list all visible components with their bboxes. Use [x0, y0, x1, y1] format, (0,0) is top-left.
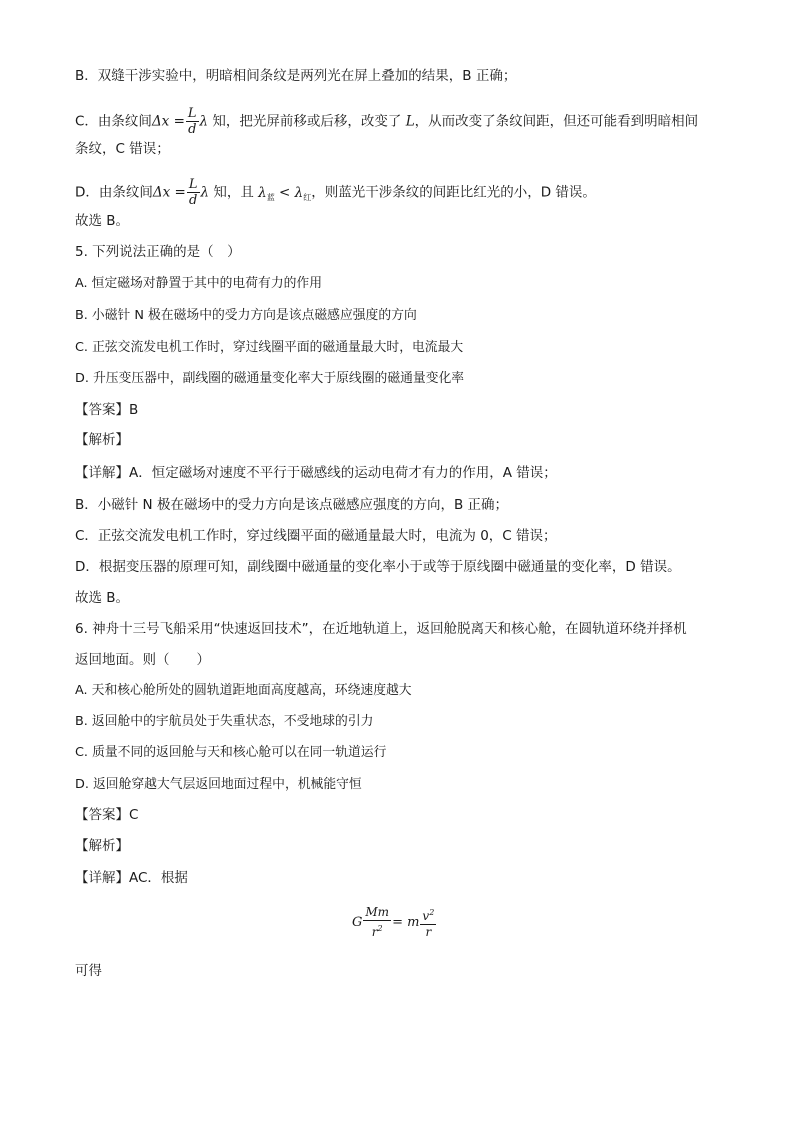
- lambda-symbol: λ: [199, 113, 209, 130]
- text-segment: D．由条纹间: [75, 184, 153, 201]
- question-5-option-c: C. 正弦交流发电机工作时，穿过线圈平面的磁通量最大时，电流最大: [75, 340, 464, 355]
- question-6-option-a: A. 天和核心舱所处的圆轨道距地面高度越高，环绕速度越大: [75, 683, 412, 698]
- question-6-answer: 【答案】C: [75, 807, 139, 823]
- question-5-option-d: D. 升压变压器中，副线圈的磁通量变化率大于原线圈的磁通量变化率: [75, 371, 465, 386]
- lambda-blue: [258, 185, 275, 201]
- subscript-red: 红: [303, 192, 312, 202]
- fraction-l-over-d: [186, 106, 199, 137]
- symbol-r: r: [371, 925, 378, 939]
- question-6-option-b: B. 返回舱中的宇航员处于失重状态，不受地球的引力: [75, 714, 374, 729]
- denominator: d: [188, 122, 197, 137]
- fraction-v2-over-r: [420, 905, 436, 940]
- numerator: [420, 905, 436, 925]
- lambda-red: [295, 185, 312, 201]
- subscript-blue: 蓝: [266, 192, 275, 202]
- text-line: 故选 B。: [75, 213, 130, 229]
- fraction-mm-over-r2: [363, 905, 391, 940]
- question-5-detail-d: D．根据变压器的原理可知，副线圈中磁通量的变化率小于或等于原线圈中磁通量的变化率，D 错误。: [75, 559, 681, 575]
- text-line-with-formula: [75, 177, 596, 208]
- less-than-sign: <: [279, 184, 291, 201]
- text-segment: ，从而改变了条纹间距，但还可能看到明暗相间: [414, 113, 699, 130]
- denominator: [363, 921, 391, 940]
- fraction-l-over-d: [187, 177, 200, 208]
- question-6-analysis-heading: 【解析】: [75, 838, 129, 854]
- lambda-symbol: λ: [294, 184, 304, 201]
- formula-delta-x: Δx =: [151, 113, 185, 130]
- numerator: L: [187, 106, 197, 121]
- question-5-detail-a: 【详解】A．恒定磁场对速度不平行于磁感线的运动电荷才有力的作用，A 错误；: [75, 465, 557, 481]
- text-segment: 知，且: [213, 184, 254, 201]
- symbol-g: G: [352, 915, 363, 930]
- variable-l: L: [405, 113, 415, 130]
- text-segment: ，则蓝光干涉条纹的间距比红光的小，D 错误。: [311, 184, 596, 201]
- question-5-option-a: A. 恒定磁场对静置于其中的电荷有力的作用: [75, 276, 323, 291]
- equals-m: = m: [392, 915, 420, 930]
- question-6-option-c: C. 质量不同的返回舱与天和核心舱可以在同一轨道运行: [75, 745, 387, 760]
- question-5-analysis-heading: 【解析】: [75, 432, 129, 448]
- exponent: 2: [429, 908, 435, 917]
- exponent: 2: [377, 924, 383, 933]
- text-line: B．双缝干涉实验中，明暗相间条纹是两列光在屏上叠加的结果，B 正确；: [75, 68, 517, 84]
- denominator: r: [425, 925, 432, 939]
- numerator: L: [188, 177, 198, 192]
- question-6-option-d: D. 返回舱穿越大气层返回地面过程中，机械能守恒: [75, 777, 362, 792]
- lambda-symbol: λ: [200, 184, 210, 201]
- symbol-v: v: [422, 909, 430, 923]
- question-5-answer: 【答案】B: [75, 402, 139, 418]
- text-segment: C．由条纹间: [75, 113, 152, 130]
- question-5-detail-b: B．小磁针 N 极在磁场中的受力方向是该点磁感应强度的方向，B 正确；: [75, 497, 508, 513]
- text-segment: 知，把光屏前移或后移，改变了: [212, 113, 402, 130]
- question-5-detail-c: C．正弦交流发电机工作时，穿过线圈平面的磁通量最大时，电流为 0，C 错误；: [75, 528, 557, 544]
- question-5-conclusion: 故选 B。: [75, 590, 130, 606]
- text-line: 条纹，C 错误；: [75, 141, 170, 157]
- question-6-stem-line-2: 返回地面。则（ ）: [75, 652, 210, 668]
- formula-delta-x: Δx =: [152, 184, 186, 201]
- denominator: d: [189, 193, 198, 208]
- question-5-stem: 5. 下列说法正确的是（ ）: [75, 244, 241, 260]
- gravitation-formula: [352, 905, 437, 940]
- question-6-detail: 【详解】AC．根据: [75, 870, 188, 886]
- lambda-symbol: λ: [258, 184, 267, 201]
- text-line-with-formula: [75, 106, 698, 137]
- question-6-stem-line-1: 6. 神舟十三号飞船采用“快速返回技术”，在近地轨道上，返回舱脱离天和核心舱，在圆轨道环绕并择机: [75, 621, 687, 637]
- question-5-option-b: B. 小磁针 N 极在磁场中的受力方向是该点磁感应强度的方向: [75, 308, 417, 323]
- question-6-then: 可得: [75, 963, 102, 979]
- numerator: Mm: [365, 905, 390, 919]
